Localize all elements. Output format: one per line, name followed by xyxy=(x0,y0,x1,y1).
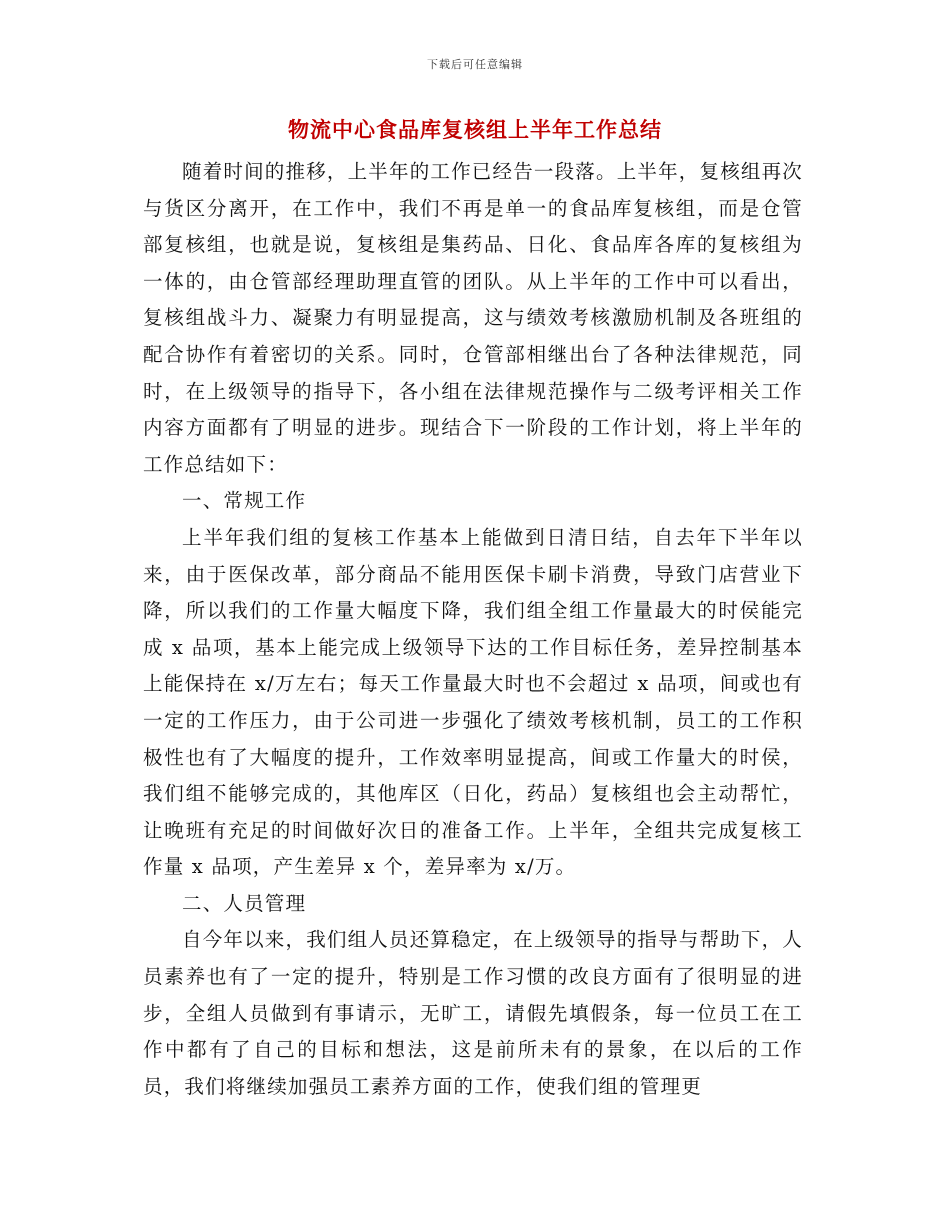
paragraph-intro: 随着时间的推移，上半年的工作已经告一段落。上半年，复核组再次与货区分离开，在工作中，我们不再是单一的食品库复核组，而是仓管部复核组，也就是说，复核组是集药品、日化、食品库各库的复核组为一体的，由仓管部经理助理直管的团队。从上半年的工作中可以看出，复核组战斗力、凝聚力有明显提高，这与绩效考核激励机制及各班组的配合协作有着密切的关系。同时，仓管部相继出台了各种法律规范，同时，在上级领导的指导下，各小组在法律规范操作与二级考评相关工作内容方面都有了明显的进步。现结合下一阶段的工作计划，将上半年的工作总结如下： xyxy=(143,160,804,476)
document-title: 物流中心食品库复核组上半年工作总结 xyxy=(288,117,662,142)
document-body xyxy=(143,154,803,1105)
header-note: 下载后可任意编辑 xyxy=(427,58,523,71)
paragraph-personnel-management: 自今年以来，我们组人员还算稳定，在上级领导的指导与帮助下，人员素养也有了一定的提升，特别是工作习惯的改良方面有了很明显的进步，全组人员做到有事请示，无旷工，请假先填假条，每一位员工在工作中都有了自己的目标和想法，这是前所未有的景象，在以后的工作员，我们将继续加强员工素养方面的工作，使我们组的管理更 xyxy=(143,928,804,1098)
section-heading-routine-work: 一、常规工作 xyxy=(182,489,307,513)
paragraph-routine-work: 上半年我们组的复核工作基本上能做到日清日结，自去年下半年以来，由于医保改革，部分商品不能用医保卡刷卡消费，导致门店营业下降，所以我们的工作量大幅度下降，我们组全组工作量最大的时侯能完成 x 品项，基本上能完成上级领导下达的工作目标任务，差异控制基本上能保持在 x/万左右；每天工作量最大时也不会超过 x 品项，间或也有一定的工作压力，由于公司进一步强化了绩效考核机制，员工的工作积极性也有了大幅度的提升，工作效率明显提高，间或工作量大的时侯，我们组不能够完成的，其他库区（日化，药品）复核组也会主动帮忙，让晚班有充足的时间做好次日的准备工作。上半年，全组共完成复核工作量 x 品项，产生差异 x 个，差异率为 x/万。 xyxy=(143,525,803,879)
section-heading-personnel-management: 二、人员管理 xyxy=(182,891,307,915)
